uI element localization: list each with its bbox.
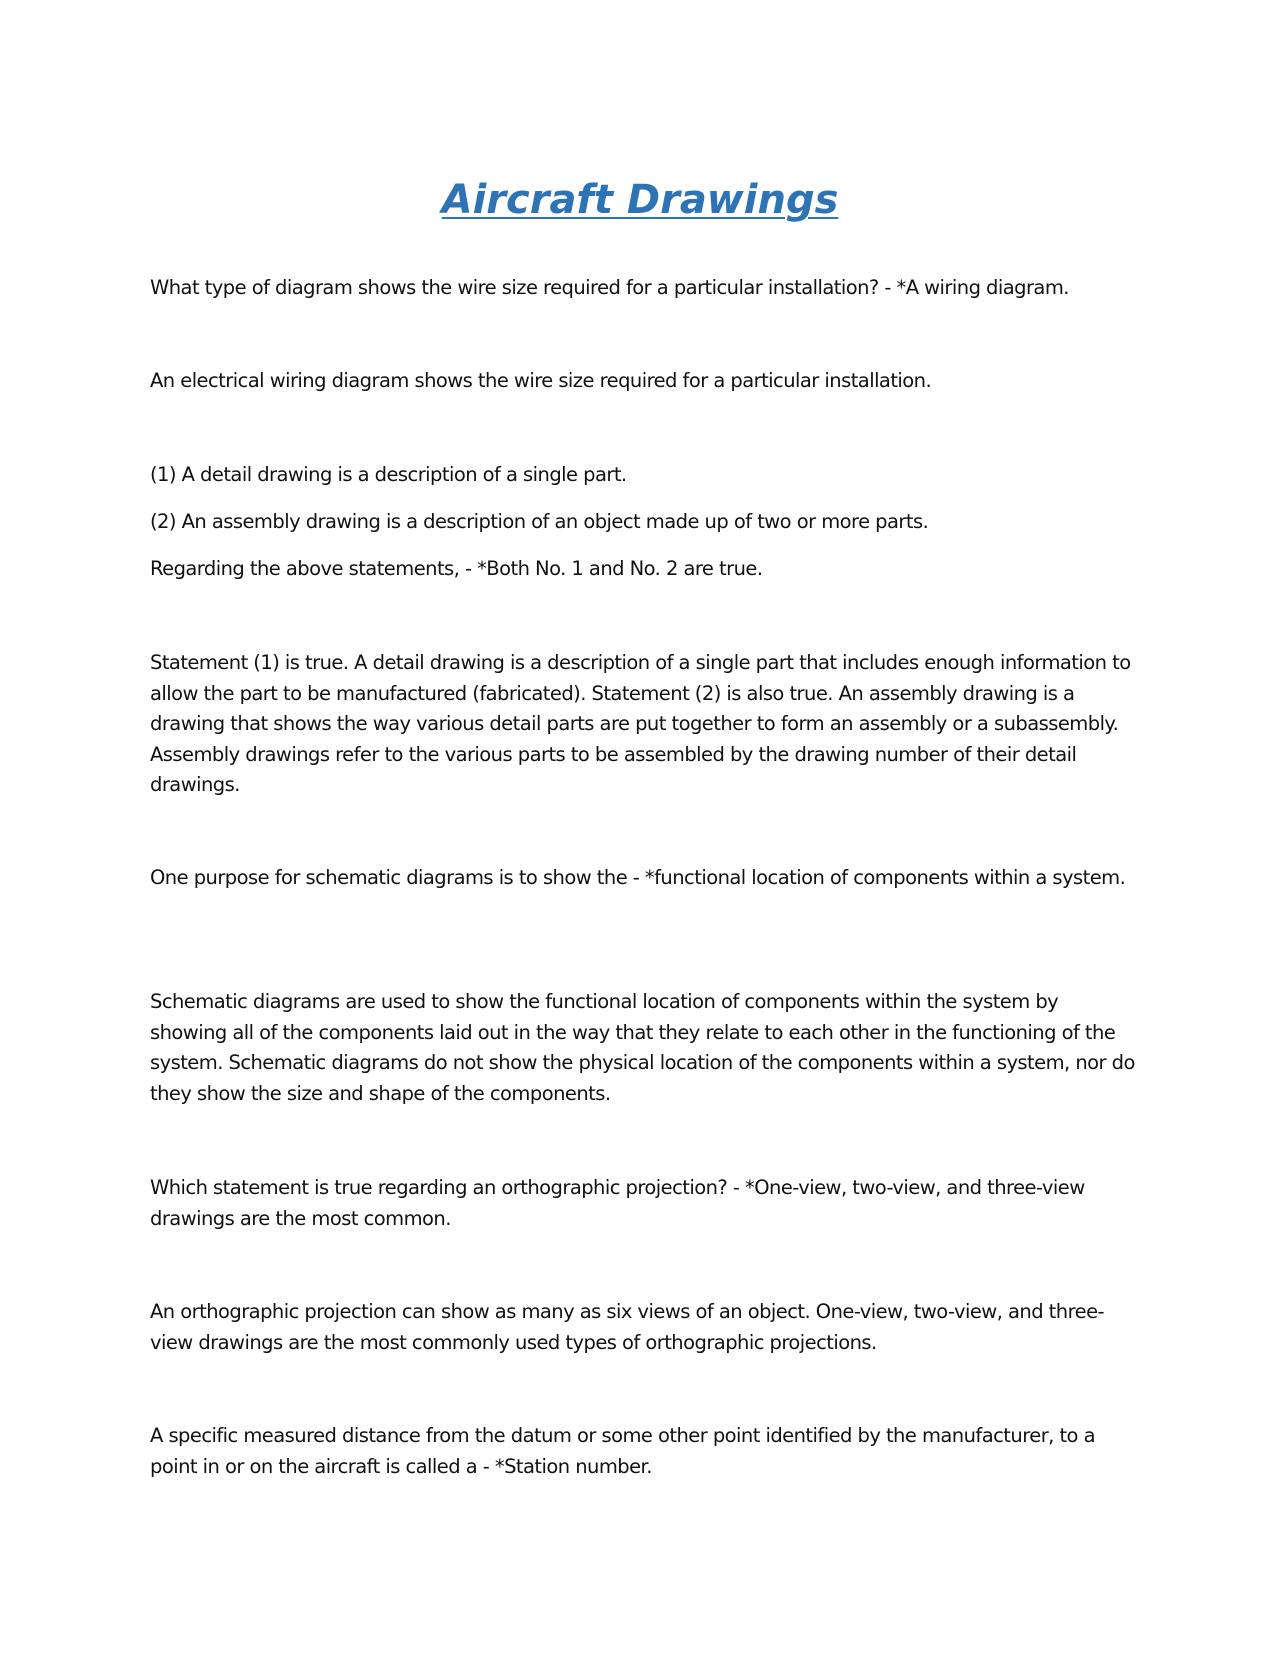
question-wiring-diagram: What type of diagram shows the wire size required for a particular installation? - *A wiring diagram. bbox=[150, 276, 1069, 299]
question-station-number: A specific measured distance from the datum or some other point identified by the manufacturer, to a point in or on the aircraft is called a - *Station number. bbox=[150, 1424, 1095, 1478]
document-title: Aircraft Drawings bbox=[441, 177, 839, 223]
explanation-detail-assembly: Statement (1) is true. A detail drawing is a description of a single part that includes enough information to allow the part to be manufactured (fabricated). Statement (2) is also true. An assembly drawing is a drawing that shows the way various detail parts are put together to form an assembly or a subassembly. Assembly drawings refer to the various parts to be assembled by the drawing number of their detail drawings. bbox=[150, 651, 1131, 796]
statement-assembly-drawing: (2) An assembly drawing is a description of an object made up of two or more parts. bbox=[150, 510, 929, 533]
question-statements-answer: Regarding the above statements, - *Both No. 1 and No. 2 are true. bbox=[150, 557, 763, 580]
question-schematic-purpose: One purpose for schematic diagrams is to show the - *functional location of components within a system. bbox=[150, 866, 1126, 889]
explanation-schematic-diagrams: Schematic diagrams are used to show the functional location of components within the system by showing all of the components laid out in the way that they relate to each other in the functioning of the system. Schematic diagrams do not show the physical location of the components within a system, nor do they show the size and shape of the components. bbox=[150, 990, 1135, 1105]
explanation-orthographic-projection: An orthographic projection can show as many as six views of an object. One-view, two-view, and three-view drawings are the most commonly used types of orthographic projections. bbox=[150, 1300, 1105, 1354]
question-orthographic-projection: Which statement is true regarding an orthographic projection? - *One-view, two-view, and three-view drawings are the most common. bbox=[150, 1176, 1085, 1230]
explanation-wiring-diagram: An electrical wiring diagram shows the wire size required for a particular installation. bbox=[150, 369, 932, 392]
statement-detail-drawing: (1) A detail drawing is a description of a single part. bbox=[150, 463, 627, 486]
